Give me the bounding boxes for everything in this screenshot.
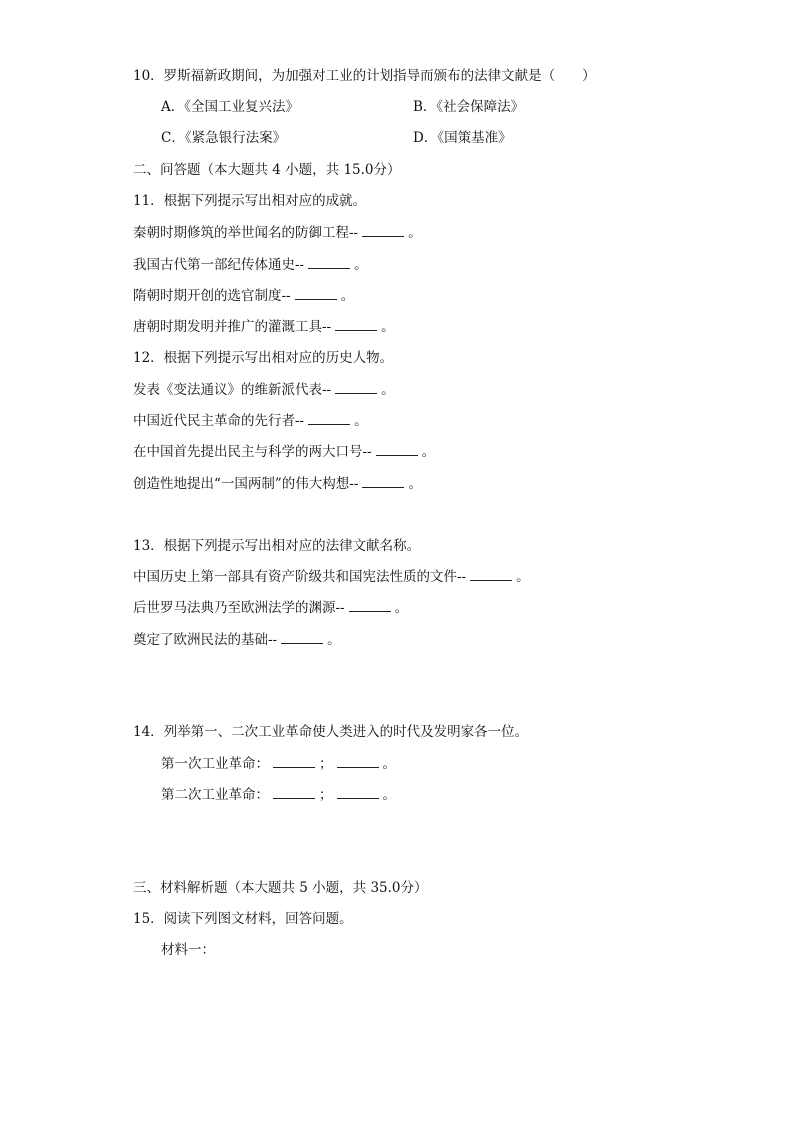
period: 。 — [421, 444, 436, 460]
q10-stem: 10．罗斯福新政期间，为加强对工业的计划指导而颁布的法律文献是（ ） — [133, 68, 596, 84]
q12-item-3 — [133, 443, 435, 461]
q13-item-1-text: 中国历史上第一部具有资产阶级共和国宪法性质的文件-- — [133, 569, 467, 585]
q11-item-2-text: 我国古代第一部纪传体通史-- — [133, 257, 305, 273]
q15-stem: 15．阅读下列图文材料，回答问题。 — [133, 911, 353, 927]
semicolon: ； — [319, 787, 333, 803]
answer-blank[interactable] — [273, 755, 315, 768]
period: 。 — [408, 225, 422, 241]
answer-blank[interactable] — [349, 599, 391, 612]
q14-stem: 14．列举第一、二次工业革命使人类进入的时代及发明家各一位。 — [133, 724, 529, 740]
q12-item-3-text: 在中国首先提出民主与科学的两大口号-- — [133, 444, 372, 460]
answer-blank[interactable] — [308, 256, 350, 269]
q11-item-1 — [133, 224, 422, 242]
q15-material-label: 材料一： — [161, 942, 215, 958]
period: 。 — [382, 756, 396, 772]
q10-option-d: D．《国策基准》 — [413, 130, 512, 146]
q11-item-4-text: 唐朝时期发明并推广的灌溉工具-- — [133, 319, 332, 335]
q13-item-2-text: 后世罗马法典乃至欧洲法学的渊源-- — [133, 600, 345, 616]
q13-stem: 13．根据下列提示写出相对应的法律文献名称。 — [133, 538, 421, 554]
period: 。 — [408, 476, 422, 492]
period: 。 — [354, 413, 368, 429]
answer-blank[interactable] — [362, 224, 404, 237]
q12-item-4-text: 创造性地提出“一国两制”的伟大构想-- — [133, 476, 359, 492]
semicolon: ； — [319, 756, 333, 772]
q10-option-a: A．《全国工业复兴法》 — [161, 99, 299, 115]
answer-blank[interactable] — [281, 631, 323, 644]
q11-stem: 11．根据下列提示写出相对应的成就。 — [133, 193, 367, 209]
q14-item-2-text: 第二次工业革命： — [161, 787, 269, 803]
period: 。 — [381, 319, 395, 335]
q11-item-2 — [133, 256, 368, 274]
period: 。 — [381, 382, 395, 398]
q14-item-1-text: 第一次工业革命： — [161, 756, 269, 772]
answer-blank[interactable] — [337, 786, 379, 799]
period: 。 — [340, 288, 355, 304]
q11-item-1-text: 秦朝时期修筑的举世闻名的防御工程-- — [133, 225, 359, 241]
answer-blank[interactable] — [376, 443, 418, 456]
q14-item-1 — [161, 755, 396, 773]
answer-blank[interactable] — [335, 318, 377, 331]
q13-item-2 — [133, 599, 408, 617]
period: 。 — [516, 569, 530, 585]
answer-blank[interactable] — [308, 412, 350, 425]
period: 。 — [354, 257, 368, 273]
answer-blank[interactable] — [273, 786, 315, 799]
q12-item-2-text: 中国近代民主革命的先行者-- — [133, 413, 305, 429]
q12-item-1-text: 发表《变法通议》的维新派代表-- — [133, 382, 332, 398]
q10-option-b: B．《社会保障法》 — [413, 99, 525, 115]
q12-stem: 12．根据下列提示写出相对应的历史人物。 — [133, 350, 394, 366]
answer-blank[interactable] — [362, 475, 404, 488]
q12-item-1 — [133, 381, 395, 399]
q12-item-4 — [133, 475, 422, 493]
q11-item-3-text: 隋朝时期开创的选官制度-- — [133, 288, 291, 304]
q14-item-2 — [161, 786, 396, 804]
answer-blank[interactable] — [335, 381, 377, 394]
q13-item-3-text: 奠定了欧洲民法的基础-- — [133, 632, 278, 648]
period: 。 — [382, 787, 396, 803]
q13-item-3 — [133, 631, 341, 649]
period: 。 — [394, 600, 409, 616]
q13-item-1 — [133, 568, 530, 586]
q12-item-2 — [133, 412, 368, 430]
q11-item-4 — [133, 318, 395, 336]
q11-item-3 — [133, 287, 354, 305]
section3-heading: 三、材料解析题（本大题共 5 小题，共 35.0分） — [133, 880, 428, 896]
period: 。 — [327, 632, 341, 648]
answer-blank[interactable] — [337, 755, 379, 768]
answer-blank[interactable] — [470, 568, 512, 581]
answer-blank[interactable] — [295, 287, 337, 300]
q10-option-c: C．《紧急银行法案》 — [161, 130, 287, 146]
section2-heading: 二、问答题（本大题共 4 小题，共 15.0分） — [133, 162, 401, 178]
